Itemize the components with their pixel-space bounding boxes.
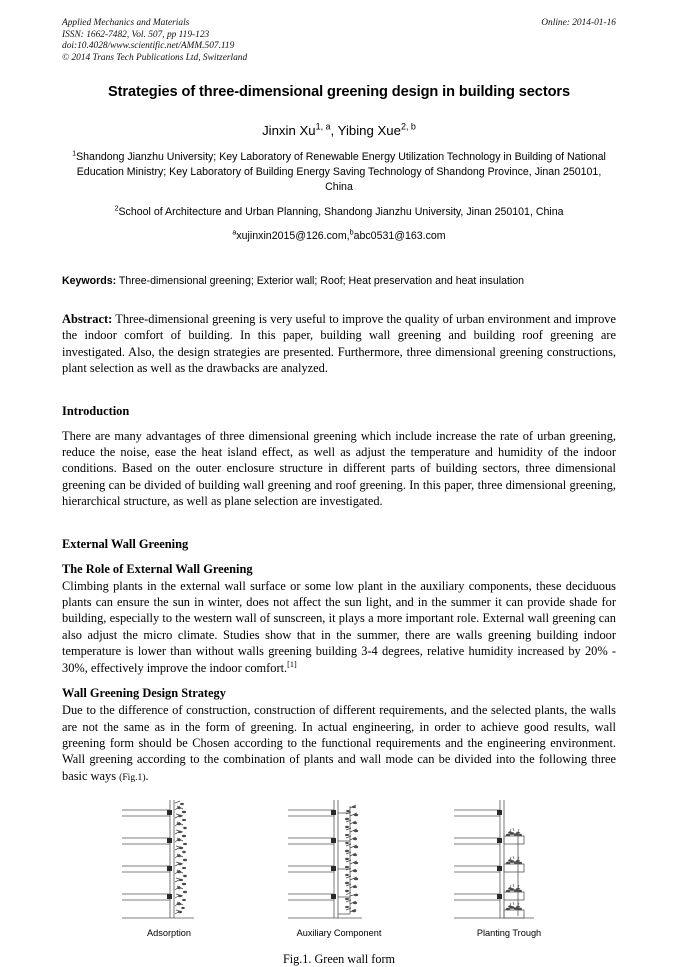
author-separator: , (330, 123, 338, 138)
affiliation-1 (62, 150, 616, 196)
slab-connector-marks (331, 810, 336, 899)
figure-1 (62, 796, 616, 967)
paragraph-strategy-tail: . (145, 768, 149, 783)
author-1-superscript: 1, a (315, 121, 331, 132)
paragraph-role (62, 578, 616, 676)
citation-reference-1: [1] (287, 659, 297, 669)
planter-boxes (504, 836, 524, 918)
keywords-block (62, 274, 616, 289)
page-title: Strategies of three-dimensional greening design in building sectors (108, 84, 570, 100)
affiliation-2 (62, 205, 616, 220)
journal-header-lines (62, 18, 492, 64)
figure-panel-auxiliary-component (278, 796, 400, 939)
affiliation-1-marker: 1 (72, 148, 77, 158)
affiliation-1-text: Shandong Jianzhu University; Key Laboratory of Renewable Energy Utilization Technology in Building of National Education Ministry; Key Laboratory of Building Energy Saving Technology of Shandong Province, Jinan 250101, China (76, 151, 606, 194)
email-1: xujinxin2015@126.com, (236, 229, 350, 242)
keywords-label: Keywords: (62, 275, 117, 288)
email-2: abc0531@163.com (353, 229, 446, 242)
figure-panel-adsorption-label: Adsorption (147, 928, 191, 939)
paragraph-role-text: Climbing plants in the external wall surface or some low plant in the auxiliary components, these deciduous plants can ensure the sun in winter, does not affect the sun light, and in the summer it can provide shade for building, especially to the western wall of sunscreen, it plays a more important role. External wall greening can also adjust the micro climate. Studies show that in the summer, there are walls greening building indoor temperature is lower than without walls greening building 3-4 degrees, relative humidity increased by 20% - 30%, effectively improve the indoor comfort. (62, 578, 616, 675)
auxiliary-component-diagram (278, 796, 400, 924)
email-2-marker: b (349, 227, 354, 237)
journal-name: Applied Mechanics and Materials (62, 18, 190, 28)
heading-external-wall-greening: External Wall Greening (62, 536, 189, 551)
paragraph-introduction: There are many advantages of three dimensional greening which include increase the rate of urban greening, reduce the noise, ease the heat island effect, as well as adjust the temperature and humidity of the indoor conditions. Based on the outer enclosure structure in different parts of building sectors, three dimensional greening can be divided of building wall greening and roof greening. In this paper, three dimensional greening, hierarchical structure, as well as plane selection are investigated. (62, 428, 616, 509)
author-1-name: Jinxin Xu (262, 123, 316, 138)
online-date: Online: 2014-01-16 (541, 18, 616, 28)
abstract-text: Three-dimensional greening is very useful to improve the quality of urban environment and improve the indoor comfort of building. In this paper, building wall greening and building roof greening are investigated. Also, the design strategies are presented. Furthermore, three dimensional greening constructions, plant selection as well as the drawbacks are analyzed. (62, 312, 616, 376)
figure-panel-auxiliary-component-label: Auxiliary Component (296, 928, 382, 939)
author-list (62, 122, 616, 140)
figure-reference: (Fig.1) (119, 771, 146, 783)
adsorption-diagram (108, 796, 230, 924)
keywords-text: Three-dimensional greening; Exterior wall; Roof; Heat preservation and heat insulation (116, 275, 525, 288)
figure-panel-planting-trough-label: Planting Trough (476, 928, 542, 939)
heading-role-of-external-wall-greening: The Role of External Wall Greening (62, 561, 253, 576)
figure-1-caption: Fig.1. Green wall form (282, 952, 396, 967)
journal-header (62, 18, 616, 70)
abstract-label: Abstract: (62, 312, 113, 327)
affiliation-2-text: School of Architecture and Urban Planning, Shandong Jianzhu University, Jinan 250101, China (118, 205, 564, 218)
author-emails (62, 229, 616, 244)
paragraph-strategy (62, 702, 616, 786)
journal-issn: ISSN: 1662-7482, Vol. 507, pp 119-123 (62, 29, 210, 40)
email-1-marker: a (232, 227, 237, 237)
figure-panel-adsorption (108, 796, 230, 939)
foliage-leaves (177, 803, 187, 913)
slab-connector-marks (167, 810, 172, 899)
figure-panel-planting-trough (448, 796, 570, 939)
author-2-superscript: 2, b (400, 121, 416, 132)
heading-wall-greening-design-strategy: Wall Greening Design Strategy (62, 686, 226, 701)
affiliation-2-marker: 2 (114, 203, 119, 213)
figure-1-panels (62, 796, 616, 939)
climbing-foliage (175, 801, 183, 914)
paragraph-strategy-text: Due to the difference of construction, construction of different requirements, and the selected plants, the walls are not the same as in the form of greening. In actual engineering, in order to achieve good results, wall greening form should be Chosen according to the functional requirements and the engineering environment. Wall greening according to the combination of plants and wall mode can be divided into the following three basic ways (62, 703, 616, 783)
slab-connector-marks (497, 810, 502, 899)
journal-copyright: © 2014 Trans Tech Publications Ltd, Switzerland (62, 52, 248, 63)
planting-trough-diagram (448, 796, 570, 924)
journal-doi: doi:10.4028/www.scientific.net/AMM.507.119 (62, 41, 235, 52)
author-2-name: Yibing Xue (337, 123, 401, 138)
heading-introduction: Introduction (62, 403, 130, 418)
trough-plants (506, 832, 522, 911)
abstract-block (62, 311, 616, 377)
